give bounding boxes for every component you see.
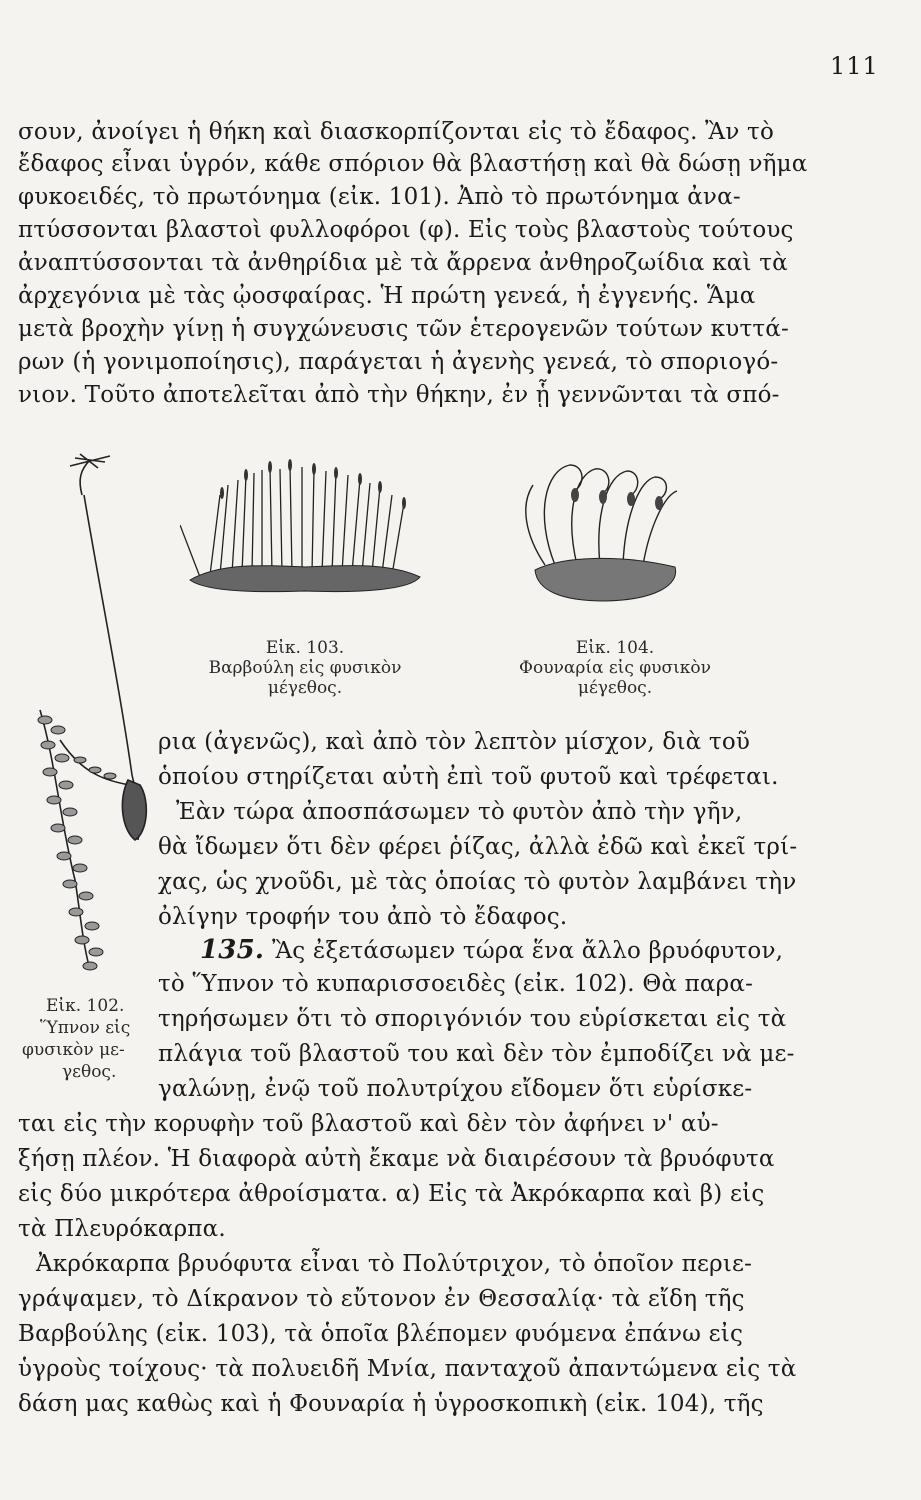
- caption-line: μέγεθος.: [267, 678, 343, 698]
- text-line: γράψαμεν, τὸ Δίκρανον τὸ εὔτονον ἐν Θεσσαλίᾳ· τὰ εἴδη τῆς: [18, 1286, 745, 1312]
- figure-102-hypnum-illustration: [20, 440, 160, 1000]
- page-number: 111: [830, 52, 879, 80]
- caption-line: μέγεθος.: [577, 678, 653, 698]
- section-number: 135.: [200, 935, 265, 965]
- figure-104-funaria-illustration: [515, 455, 690, 610]
- caption-line: Ὕπνον εἰς: [40, 1018, 131, 1038]
- caption-line: Εἰκ. 103.: [265, 638, 345, 658]
- caption-line: Βαρβούλη εἰς φυσικὸν: [208, 658, 402, 678]
- text-line: ὀλίγην τροφήν του ἀπὸ τὸ ἔδαφος.: [158, 904, 568, 930]
- text-line: ἀναπτύσσονται τὰ ἀνθηρίδια μὲ τὰ ἄρρενα ἀνθηροζωίδια καὶ τὰ: [18, 250, 788, 276]
- text-line: χας, ὡς χνοῦδι, μὲ τὰς ὁποίας τὸ φυτὸν λαμβάνει τὴν: [158, 869, 797, 895]
- caption-line: Φουναρία εἰς φυσικὸν: [519, 658, 711, 678]
- text-line: ὑγροὺς τοίχους· τὰ πολυειδῆ Μνία, πανταχοῦ ἀπαντώμενα εἰς τὰ: [18, 1356, 797, 1382]
- text-line: μετὰ βροχὴν γίνῃ ἡ συγχώνευσις τῶν ἑτερογενῶν τούτων κυττά-: [18, 316, 789, 342]
- figure-103-barbula-illustration: [180, 455, 430, 595]
- text-line: Ἂς ἐξετάσωμεν τώρα ἕνα ἄλλο βρυόφυτον,: [272, 938, 784, 964]
- text-line: σουν, ἀνοίγει ἡ θήκη καὶ διασκορπίζονται εἰς τὸ ἔδαφος. Ἂν τὸ: [18, 119, 775, 145]
- text-line: ὁποίου στηρίζεται αὐτὴ ἐπὶ τοῦ φυτοῦ καὶ τρέφεται.: [158, 764, 779, 790]
- figure-103-caption: [180, 638, 430, 698]
- section-135-line: [200, 936, 783, 965]
- text-line: τὸ Ὕπνον τὸ κυπαρισσοειδὲς (εἰκ. 102). Θὰ παρα-: [158, 971, 754, 997]
- text-line: θὰ ἴδωμεν ὅτι δὲν φέρει ῥίζας, ἀλλὰ ἐδῶ καὶ ἐκεῖ τρί-: [158, 834, 798, 860]
- text-line: ται εἰς τὴν κορυφὴν τοῦ βλαστοῦ καὶ δὲν τὸν ἀφήνει ν' αὐ-: [18, 1111, 719, 1137]
- text-line: ἔδαφος εἶναι ὑγρόν, κάθε σπόριον θὰ βλαστήσῃ καὶ θὰ δώσῃ νῆμα: [18, 151, 808, 177]
- text-line: ρια (ἀγενῶς), καὶ ἀπὸ τὸν λεπτὸν μίσχον, διὰ τοῦ: [158, 729, 751, 755]
- caption-line: Εἰκ. 102.: [46, 996, 125, 1016]
- text-line: γαλώνῃ, ἐνῷ τοῦ πολυτρίχου εἴδομεν ὅτι εὑρίσκε-: [158, 1076, 753, 1102]
- text-line: εἰς δύο μικρότερα ἀθροίσματα. α) Εἰς τὰ Ἀκρόκαρπα καὶ β) εἰς: [18, 1181, 765, 1207]
- text-line: φυκοειδές, τὸ πρωτόνημα (εἰκ. 101). Ἀπὸ τὸ πρωτόνημα ἀνα-: [18, 184, 741, 210]
- text-line: ρων (ἡ γονιμοποίησις), παράγεται ἡ ἀγενὴς γενεά, τὸ σποριογό-: [18, 349, 779, 375]
- text-line: Ἀκρόκαρπα βρυόφυτα εἶναι τὸ Πολύτριχον, τὸ ὁποῖον περιε-: [36, 1251, 753, 1277]
- caption-line: γεθος.: [62, 1062, 117, 1082]
- text-line: νιον. Τοῦτο ἀποτελεῖται ἀπὸ τὴν θήκην, ἐν ᾗ γεννῶνται τὰ σπό-: [18, 382, 780, 408]
- caption-line: Εἰκ. 104.: [575, 638, 655, 658]
- figure-102-caption: [22, 995, 150, 1083]
- text-line: πλάγια τοῦ βλαστοῦ του καὶ δὲν τὸν ἐμποδίζει νὰ με-: [158, 1041, 795, 1067]
- text-line: ἀρχεγόνια μὲ τὰς ᾠοσφαίρας. Ἡ πρώτη γενεά, ἡ ἐγγενής. Ἅμα: [18, 283, 756, 309]
- text-line: δάση μας καθὼς καὶ ἡ Φουναρία ἡ ὑγροσκοπικὴ (εἰκ. 104), τῆς: [18, 1391, 764, 1417]
- text-line: πτύσσονται βλαστοὶ φυλλοφόροι (φ). Εἰς τοὺς βλαστοὺς τούτους: [18, 217, 794, 243]
- caption-line: φυσικὸν με-: [22, 1040, 125, 1060]
- text-line: Ἐὰν τώρα ἀποσπάσωμεν τὸ φυτὸν ἀπὸ τὴν γῆν,: [176, 799, 743, 825]
- figure-104-caption: [490, 638, 740, 698]
- text-line: τηρήσωμεν ὅτι τὸ σποριγόνιόν του εὑρίσκεται εἰς τὰ: [158, 1006, 787, 1032]
- text-line: ξήσῃ πλέον. Ἡ διαφορὰ αὐτὴ ἔκαμε νὰ διαιρέσουν τὰ βρυόφυτα: [18, 1146, 775, 1172]
- text-line: Βαρβούλης (εἰκ. 103), τὰ ὁποῖα βλέπομεν φυόμενα ἐπάνω εἰς: [18, 1321, 744, 1347]
- text-line: τὰ Πλευρόκαρπα.: [18, 1216, 226, 1242]
